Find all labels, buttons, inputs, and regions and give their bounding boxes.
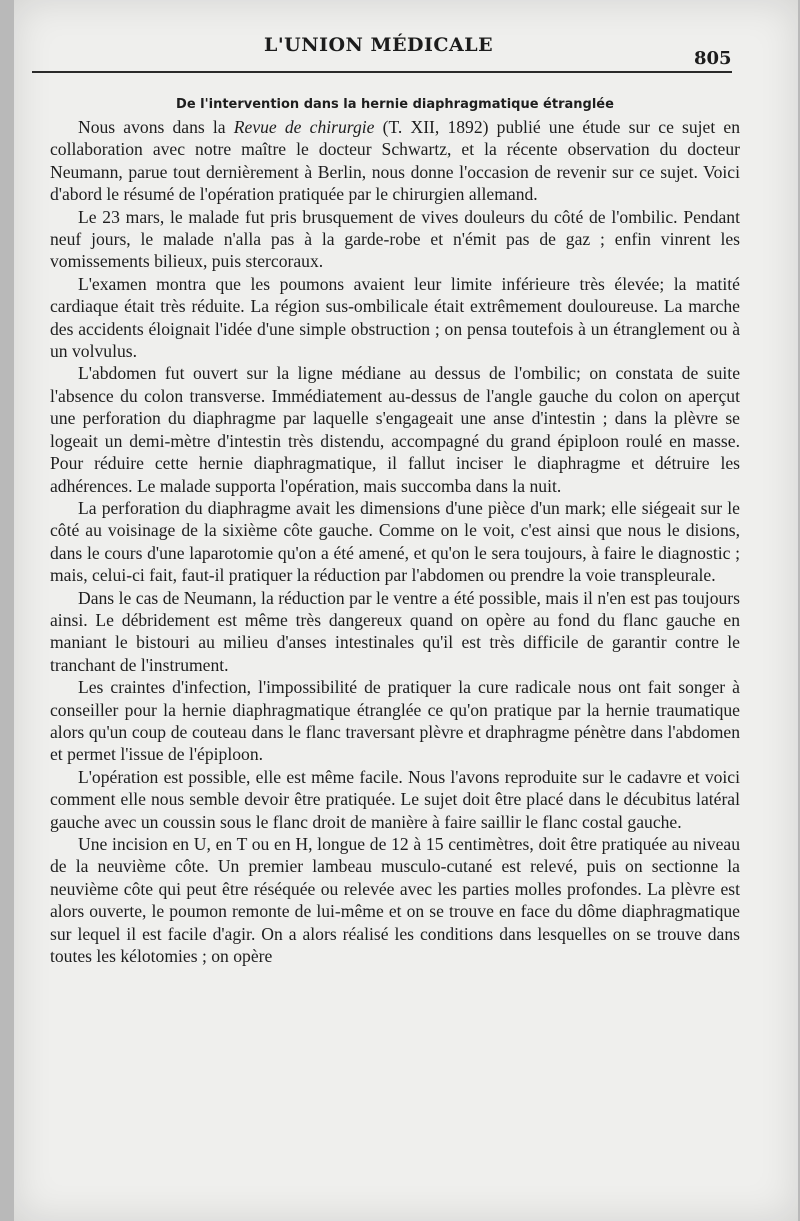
paragraph-1-end: (T. XII, 1892) publié une étude sur ce sujet en collaboration avec notre maître le docteur Schwartz, et la récente observation du docteur Neumann, parue tout dernièrement à Berlin, nous donne l'occasion de revenir sur ce sujet. Voici d'abord le résumé de l'opération pratiquée par le chirurgien allemand.	[50, 117, 741, 205]
paragraph-7: Les craintes d'infection, l'impossibilité de pratiquer la cure radicale nous ont fait songer à conseiller pour la hernie diaphragmatique étranglée ce qu'on pratique par la hernie traumatique alors qu'un coup de couteau dans le flanc traversant plèvre et draphragme pénètre dans l'abdomen et permet l'issue de l'épiploon.	[50, 677, 740, 765]
paragraph-1	[50, 116, 740, 206]
page-number: 805	[694, 48, 732, 69]
article-body	[50, 96, 740, 967]
paragraph-9: Une incision en U, en T ou en H, longue de 12 à 15 centimètres, doit être pratiquée au niveau de la neuvième côte. Un premier lambeau musculo-cutané est relevé, puis on sectionne la neuvième côte qui peut être réséquée ou relevée avec les parties molles profondes. La plèvre est alors ouverte, le poumon remonte de lui-même et on se trouve en face du dôme diaphragmatique sur lequel il est facile d'agir. On a alors réalisé les conditions dans lesquelles on se trouve dans toutes les kélotomies ; on opère	[50, 834, 740, 967]
paragraph-4: L'abdomen fut ouvert sur la ligne médiane au dessus de l'ombilic; on constata de suite l'absence du colon transverse. Immédiatement au-dessus de l'angle gauche du colon on aperçut une perforation du diaphragme par laquelle s'engageait une anse d'intestin ; dans la plèvre se logeait un demi-mètre d'intestin très distendu, accompagné du grand épiploon roulé en masse. Pour réduire cette hernie diaphragmatique, il fallut inciser le diaphragme et détruire les adhérences. Le malade supporta l'opération, mais succomba dans la nuit.	[50, 363, 740, 496]
paragraph-6: Dans le cas de Neumann, la réduction par le ventre a été possible, mais il n'en est pas toujours ainsi. Le débridement est même très dangereux quand on opère au fond du flanc gauche en maniant le bistouri au milieu d'anses intestinales qu'il est très difficile de garantir contre le tranchant de l'instrument.	[50, 587, 740, 675]
header-rule	[32, 71, 732, 73]
paragraph-3: L'examen montra que les poumons avaient leur limite inférieure très élevée; la matité cardiaque était très réduite. La région sus-ombilicale était extrêmement douloureuse. La marche des accidents éloignait l'idée d'une simple obstruction ; on pensa toutefois à un étranglement ou à un volvulus.	[50, 273, 740, 362]
paragraph-1-start: Nous avons dans la	[78, 117, 234, 137]
paragraph-5: La perforation du diaphragme avait les dimensions d'une pièce d'un mark; elle siégeait sur le côté au voisinage de la sixième côte gauche. Comme on le voit, c'est ainsi que nous le disions, dans le cours d'une laparotomie qu'on a été amené, et qu'on le sera toujours, à faire le diagnostic ; mais, celui-ci fait, faut-il pratiquer la réduction par l'abdomen ou prendre la voie transpleurale.	[50, 497, 740, 586]
paragraph-2: Le 23 mars, le malade fut pris brusquement de vives douleurs du côté de l'ombilic. Pendant neuf jours, le malade n'alla pas à la garde-robe et n'émit pas de gaz ; enfin vinrent les vomissements bilieux, puis stercoraux.	[50, 206, 740, 272]
page-header	[14, 30, 798, 80]
journal-title: Revue de chirurgie	[233, 117, 375, 137]
article-heading: De l'intervention dans la hernie diaphragmatique étranglée	[176, 97, 614, 112]
paragraph-8: L'opération est possible, elle est même facile. Nous l'avons reproduite sur le cadavre et voici comment elle nous semble devoir être pratiquée. Le sujet doit être placé dans le décubitus latéral gauche avec un coussin sous le flanc droit de manière à faire saillir le flanc costal gauche.	[50, 766, 740, 832]
scanned-page	[14, 0, 798, 1221]
running-title: L'UNION MÉDICALE	[264, 34, 494, 56]
